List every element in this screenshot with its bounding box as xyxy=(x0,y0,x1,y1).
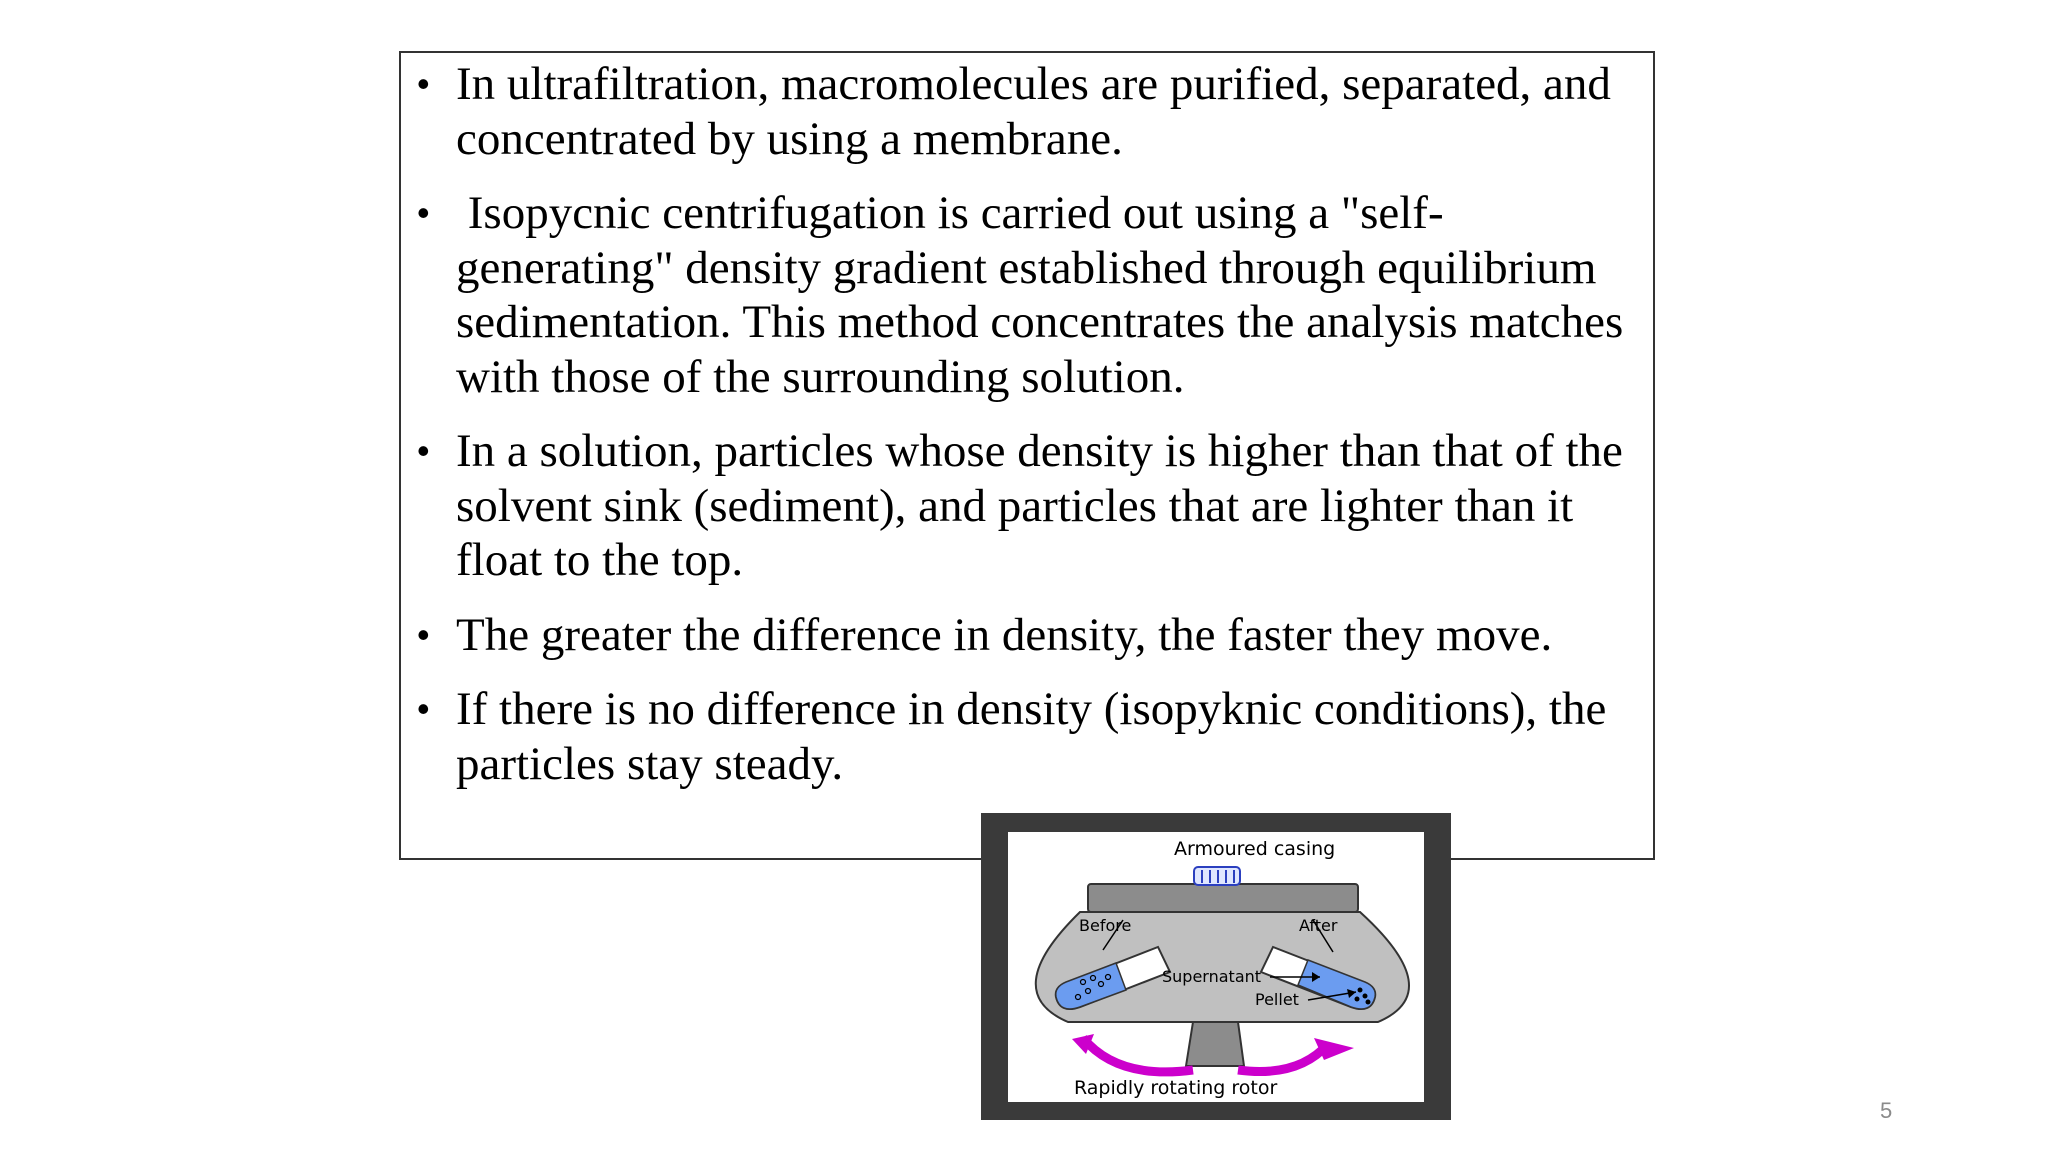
rotor-shaft xyxy=(1186,1022,1244,1066)
supernatant-label: Supernatant xyxy=(1162,967,1262,986)
slide-number: 5 xyxy=(1880,1098,1893,1123)
content-textbox xyxy=(399,51,1655,860)
bullet-text: Isopycnic centrifugation is carried out using a "self-generating" density gradient established through equilibrium sedimentation. This method concentrates the analysis matches with those of the surrounding solution. xyxy=(456,187,1636,403)
diagram-canvas xyxy=(1008,832,1424,1102)
bullet-symbol: • xyxy=(417,688,430,729)
bullet-symbol: • xyxy=(417,63,430,104)
after-label: After xyxy=(1299,916,1338,935)
before-label: Before xyxy=(1079,916,1132,935)
bullet-symbol: • xyxy=(417,430,430,471)
bullet-item xyxy=(417,608,1647,663)
bullet-item xyxy=(417,682,1647,791)
pellet-label: Pellet xyxy=(1255,990,1299,1009)
bullet-text: In ultrafiltration, macromolecules are purified, separated, and concentrated by using a membrane. xyxy=(456,58,1611,165)
bullet-symbol: • xyxy=(417,613,430,655)
bullet-item xyxy=(417,424,1647,588)
bullet-text: The greater the difference in density, the faster they move. xyxy=(456,608,1553,661)
rotation-arrow-left xyxy=(1083,1038,1193,1072)
rotation-arrow-right xyxy=(1238,1044,1328,1072)
bullet-item xyxy=(417,186,1647,404)
bullet-text: If there is no difference in density (isopyknic conditions), the particles stay steady. xyxy=(456,683,1607,790)
bullet-list xyxy=(417,57,1647,811)
centrifuge-diagram xyxy=(981,813,1451,1120)
armoured-casing-label: Armoured casing xyxy=(1174,838,1336,860)
bullet-text: In a solution, particles whose density is higher than that of the solvent sink (sediment), and particles that are lighter than it float to the top. xyxy=(456,425,1623,586)
casing-lid xyxy=(1088,884,1358,912)
rotor-label: Rapidly rotating rotor xyxy=(1074,1077,1278,1099)
bullet-symbol: • xyxy=(417,192,430,233)
bullet-item xyxy=(417,57,1647,166)
